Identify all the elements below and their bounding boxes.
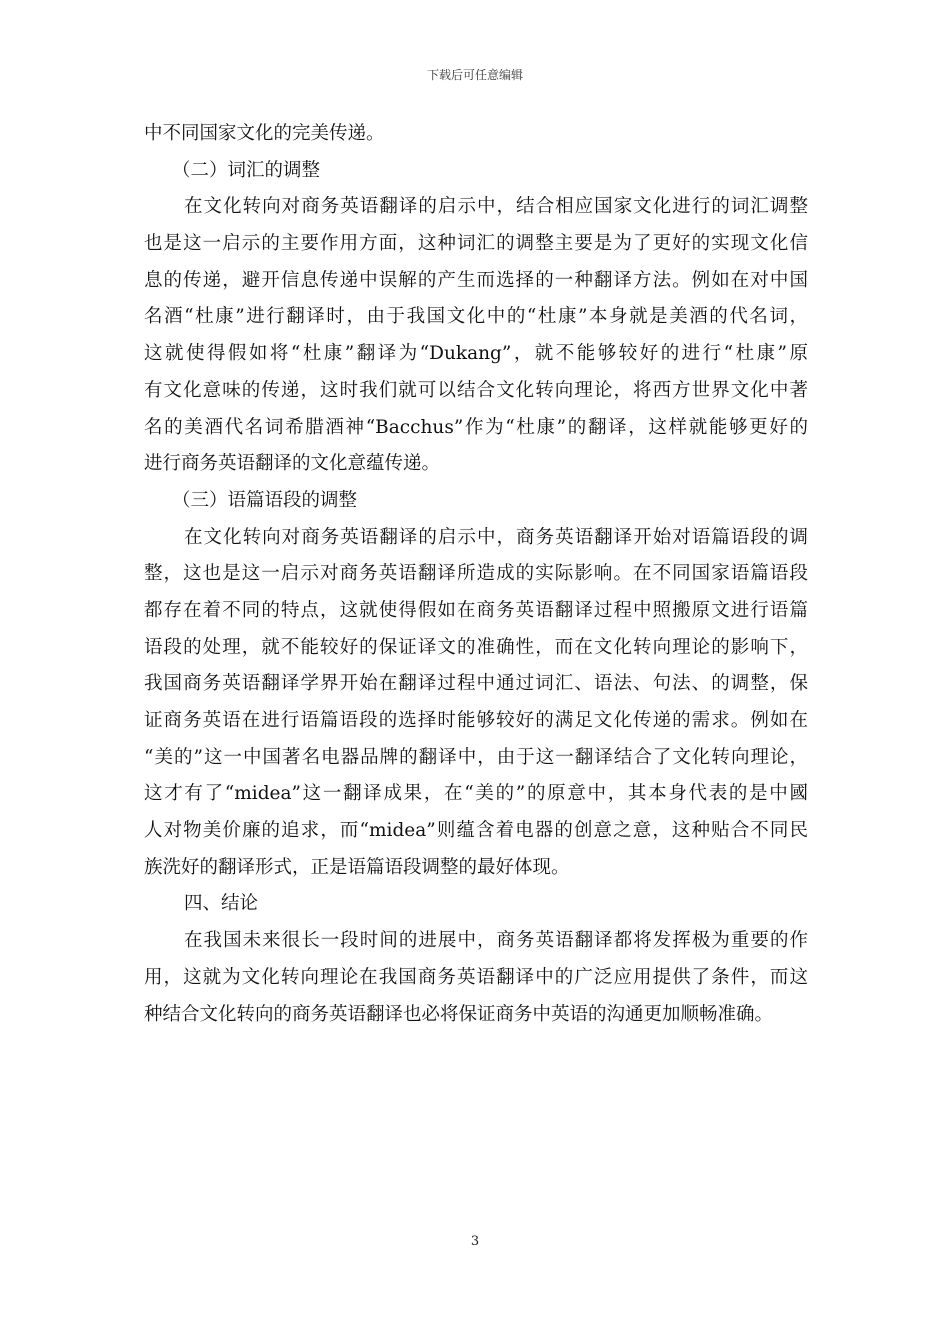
text-line: 我国商务英语翻译学界开始在翻译过程中通过词汇、语法、句法、的调整，保: [144, 673, 808, 695]
text-line: 进行商务英语翻译的文化意蕴传递。: [144, 453, 441, 475]
text-line: 在文化转向对商务英语翻译的启示中，结合相应国家文化进行的词汇调整: [184, 196, 808, 218]
text-line: 这才有了“midea”这一翻译成果，在“美的”的原意中，其本身代表的是中國: [144, 783, 808, 805]
text-line: 用，这就为文化转向理论在我国商务英语翻译中的广泛应用提供了条件，而这: [144, 966, 808, 988]
text-line: 也是这一启示的主要作用方面，这种词汇的调整主要是为了更好的实现文化信: [144, 233, 808, 255]
page-number: 3: [470, 1234, 480, 1249]
text-line: 有文化意味的传递，这时我们就可以结合文化转向理论，将西方世界文化中著: [144, 379, 808, 401]
text-line: 中不同国家文化的完美传递。: [144, 123, 385, 144]
page-header: 下载后可任意编辑: [426, 68, 523, 82]
section-heading: （三）语篇语段的调整: [172, 489, 358, 511]
text-line: 整，这也是这一启示对商务英语翻译所造成的实际影响。在不同国家语篇语段: [144, 563, 808, 585]
text-line: “美的”这一中国著名电器品牌的翻译中，由于这一翻译结合了文化转向理论，: [144, 746, 808, 768]
text-line: 族洗好的翻译形式，正是语篇语段调整的最好体现。: [144, 856, 570, 878]
text-line: 语段的处理，就不能较好的保证译文的准确性，而在文化转向理论的影响下，: [144, 636, 808, 658]
text-line: 名酒“杜康”进行翻译时，由于我国文化中的“杜康”本身就是美酒的代名词，: [144, 306, 808, 328]
text-line: 息的传递，避开信息传递中误解的产生而选择的一种翻译方法。例如在对中国: [144, 269, 808, 291]
text-line: 种结合文化转向的商务英语翻译也必将保证商务中英语的沟通更加顺畅准确。: [144, 1003, 774, 1025]
document-body: [144, 116, 808, 1033]
text-line: 在文化转向对商务英语翻译的启示中，商务英语翻译开始对语篇语段的调: [184, 526, 808, 548]
section-heading: 四、结论: [184, 893, 259, 915]
section-heading: （二）词汇的调整: [172, 159, 321, 181]
text-line: 名的美酒代名词希腊酒神“Bacchus”作为“杜康”的翻译，这样就能够更好的: [144, 416, 808, 438]
text-line: 都存在着不同的特点，这就使得假如在商务英语翻译过程中照搬原文进行语篇: [144, 599, 808, 621]
text-line: 在我国未来很长一段时间的进展中，商务英语翻译都将发挥极为重要的作: [184, 930, 808, 952]
text-line: 这就使得假如将“杜康”翻译为“Dukang”，就不能够较好的进行“杜康”原: [144, 343, 808, 365]
text-line: 人对物美价廉的追求，而“midea”则蕴含着电器的创意之意，这种贴合不同民: [144, 820, 808, 842]
text-line: 证商务英语在进行语篇语段的选择时能够较好的满足文化传递的需求。例如在: [144, 710, 808, 731]
